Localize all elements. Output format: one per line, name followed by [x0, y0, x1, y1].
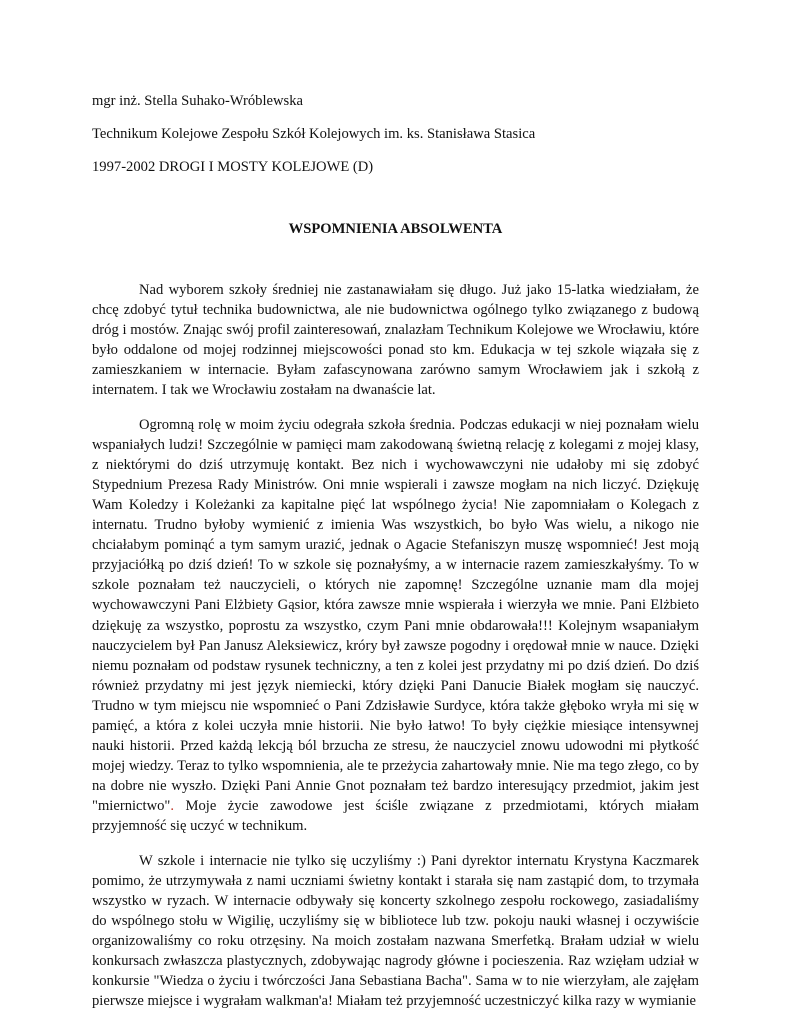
years-line: 1997-2002 DROGI I MOSTY KOLEJOWE (D)	[92, 159, 374, 175]
paragraph-2	[92, 415, 699, 837]
paragraph-1: Nad wyborem szkoły średniej nie zastanawiałam się długo. Już jako 15-latka wiedziałam, że chcę zdobyć tytuł technika budownictwa, ale nie budownictwa ogólnego tylko związanego z budową dróg i mostów. Znając swój profil zainteresowań, znalazłam Technikum Kolejowe we Wrocławiu, które było oddalone od mojej rodzinnej miejscowości ponad sto km. Edukacja w tej szkole wiązała się z zamieszkaniem w internacie. Byłam zafascynowana zarówno samym Wrocławiem jak i szkołą z internatem. I tak we Wrocławiu zostałam na dwanaście lat.	[92, 282, 699, 399]
paragraph-3: W szkole i internacie nie tylko się uczyliśmy :) Pani dyrektor internatu Krystyna Kaczmarek pomimo, że utrzymywała z nami uczniami świetny kontakt i starała się nam zastąpić dom, to trzymała wszystko w ryzach. W internacie odbywały się koncerty szkolnego zespołu rockowego, zasiadaliśmy do wspólnego stołu w Wigilię, uczyliśmy się w bibliotece lub tzw. pokoju nauki własnej i oczywiście organizowaliśmy co roku otrzęsiny. Na moich zostałam nazwana Smerfetką. Brałam udział w wielu konkursach zwłaszcza plastycznych, zdobywając nagrody główne i pocieszenia. Raz wzięłam udział w konkursie "Wiedza o życiu i twórczości Jana Sebastiana Bacha". Sama w to nie wierzyłam, ale zajęłam pierwsze miejsce i wygrałam walkman'a! Miałam też przyjemność uczestniczyć kilka razy w wymianie	[92, 852, 699, 1010]
school-line: Technikum Kolejowe Zespołu Szkół Kolejowych im. ks. Stanisława Stasica	[92, 126, 536, 142]
document-title: WSPOMNIENIA ABSOLWENTA	[288, 221, 503, 237]
author-line: mgr inż. Stella Suhako-Wróblewska	[92, 93, 303, 109]
paragraph-2-accent-mark: .	[170, 798, 175, 815]
paragraph-2-text-a: Ogromną rolę w moim życiu odegrała szkoła średnia. Podczas edukacji w niej poznałam wielu wspaniałych ludzi! Szczególnie w pamięci mam zakodowaną świetną relację z kolegami z mojej klasy, z niektórymi do dziś utrzymuję kontakt. Bez nich i wychowawczyni nie udałoby mi się zdobyć Stypednium Prezesa Rady Ministrów. Oni mnie wspierali i zawsze mogłam na nich liczyć. Dziękuję Wam Koledzy i Koleżanki za kapitalne pięć lat wspólnego życia! Nie zapomniałam o Kolegach z internatu. Trudno byłoby wymienić z imienia Was wszystkich, bo było Was wielu, a nikogo nie chciałabym pominąć a tym samym urazić, jednak o Agacie Stefaniszyn muszę wspomnieć! Jest moją przyjaciółką po dziś dzień! To w szkole się poznałyśmy, a w internacie razem zamieszkałyśmy. To w szkole poznałam też nauczycieli, o których nie zapomnę! Szczególne uznanie mam dla mojej wychowawczyni Pani Elżbiety Gąsior, która zawsze mnie wspierała i wierzyła we mnie. Pani Elżbieto dziękuję za wszystko, poprostu za wszystko, czym Pani mnie obdarowała!!! Kolejnym wsapaniałym nauczycielem był Pan Janusz Aleksiewicz, króry był zawsze pogodny i orędował mnie w nauce. Dzięki niemu poznałam od podstaw rysunek techniczny, a ten z kolei jest przydatny mi po dziś dzień. Do dziś również przydatny mi jest język niemiecki, który dzięki Pani Danucie Białek mogłam się nauczyć. Trudno w tym miejscu nie wspomnieć o Pani Zdzisławie Surdyce, która także głęboko wryła mi się w pamięć, a która z kolei uczyła mnie historii. Nie było łatwo! To były ciężkie miesiące intensywnej nauki historii. Przed każdą lekcją ból brzucha ze stresu, że nauczyciel znowu udowodni mi płytkość mojej wiedzy. Teraz to tylko wspomnienia, ale te przeżycia zahartowały mnie. Nie ma tego złego, co by na dobre nie wyszło. Dzięki Pani Annie Gnot poznałam też bardzo interesujący przedmiot, jakim jest "miernictwo"	[92, 416, 699, 815]
paragraph-2-text-b: Moje życie zawodowe jest ściśle związane z przedmiotami, których miałam przyjemność się uczyć w technikum.	[92, 798, 699, 835]
document-body	[92, 280, 699, 1025]
